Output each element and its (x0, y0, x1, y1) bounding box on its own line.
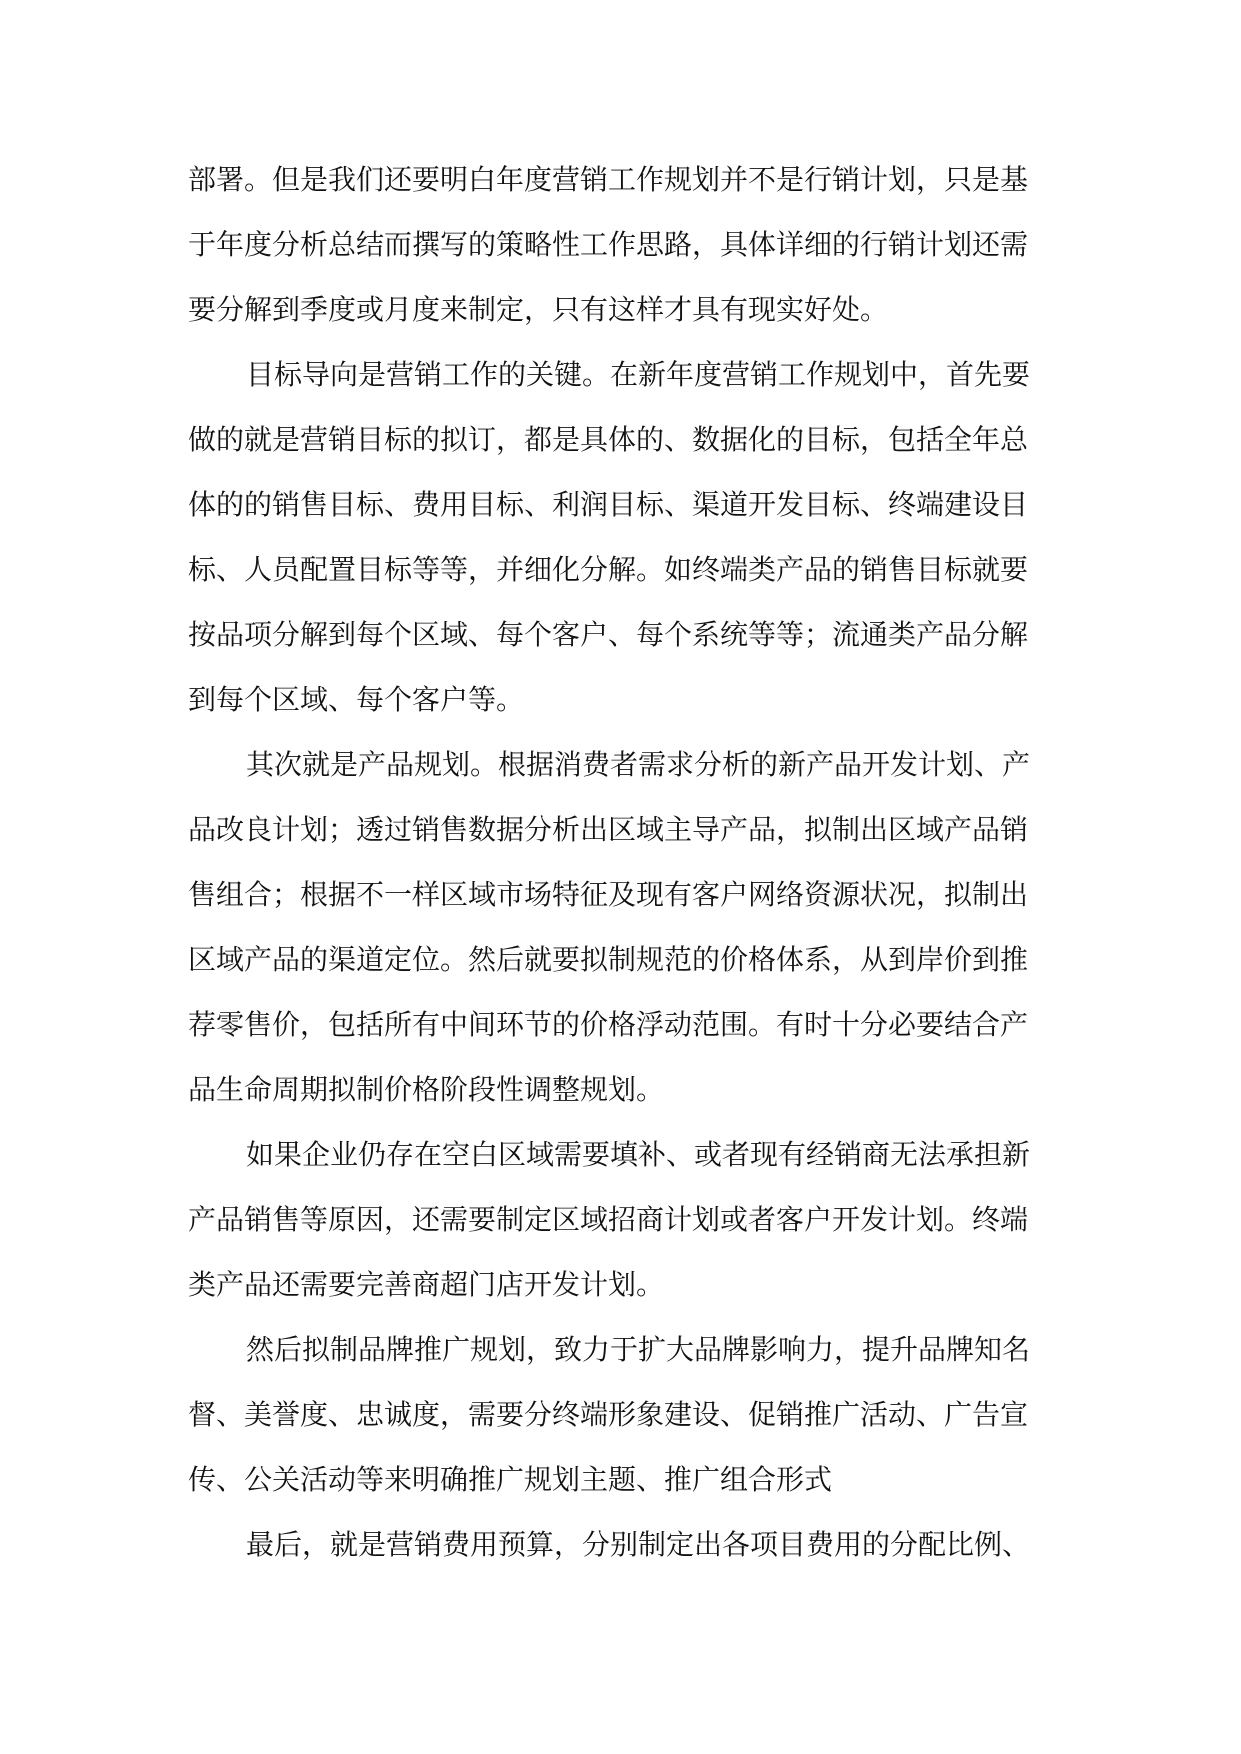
text-line: 其次就是产品规划。根据消费者需求分析的新产品开发计划、产 (246, 748, 1031, 781)
text-line: 体的的销售目标、费用目标、利润目标、渠道开发目标、终端建设目 (188, 488, 1029, 521)
text-line: 到每个区域、每个客户等。 (188, 683, 525, 716)
text-line: 售组合；根据不一样区域市场特征及现有客户网络资源状况，拟制出 (188, 878, 1029, 911)
text-line: 如果企业仍存在空白区域需要填补、或者现有经销商无法承担新 (246, 1138, 1031, 1171)
text-line: 区域产品的渠道定位。然后就要拟制规范的价格体系，从到岸价到推 (188, 943, 1029, 976)
text-line: 标、人员配置目标等等，并细化分解。如终端类产品的销售目标就要 (188, 553, 1029, 586)
paragraph-6 (188, 1527, 1056, 1592)
text-line: 荐零售价，包括所有中间环节的价格浮动范围。有时十分必要结合产 (188, 1008, 1029, 1041)
text-line: 类产品还需要完善商超门店开发计划。 (188, 1268, 665, 1301)
text-line: 品生命周期拟制价格阶段性调整规划。 (188, 1073, 665, 1106)
text-line: 品改良计划；透过销售数据分析出区域主导产品，拟制出区域产品销 (188, 813, 1029, 846)
paragraph-2 (188, 357, 1056, 747)
paragraph-5 (188, 1332, 1056, 1527)
text-line: 做的就是营销目标的拟订，都是具体的、数据化的目标，包括全年总 (188, 423, 1029, 456)
text-line: 最后，就是营销费用预算，分别制定出各项目费用的分配比例、 (246, 1528, 1031, 1561)
text-line: 产品销售等原因，还需要制定区域招商计划或者客户开发计划。终端 (188, 1203, 1029, 1236)
text-line: 按品项分解到每个区域、每个客户、每个系统等等；流通类产品分解 (188, 618, 1029, 651)
paragraph-3 (188, 747, 1056, 1137)
text-line: 要分解到季度或月度来制定，只有这样才具有现实好处。 (188, 293, 889, 326)
text-line: 然后拟制品牌推广规划，致力于扩大品牌影响力，提升品牌知名 (246, 1333, 1031, 1366)
text-line: 部署。但是我们还要明白年度营销工作规划并不是行销计划，只是基 (188, 163, 1029, 196)
paragraph-4 (188, 1137, 1056, 1332)
text-line: 督、美誉度、忠诚度，需要分终端形象建设、促销推广活动、广告宣 (188, 1398, 1029, 1431)
paragraph-1 (188, 162, 1056, 357)
document-body (188, 162, 1056, 1592)
text-line: 目标导向是营销工作的关键。在新年度营销工作规划中，首先要 (246, 358, 1031, 391)
text-line: 传、公关活动等来明确推广规划主题、推广组合形式 (188, 1463, 833, 1496)
text-line: 于年度分析总结而撰写的策略性工作思路，具体详细的行销计划还需 (188, 228, 1029, 261)
